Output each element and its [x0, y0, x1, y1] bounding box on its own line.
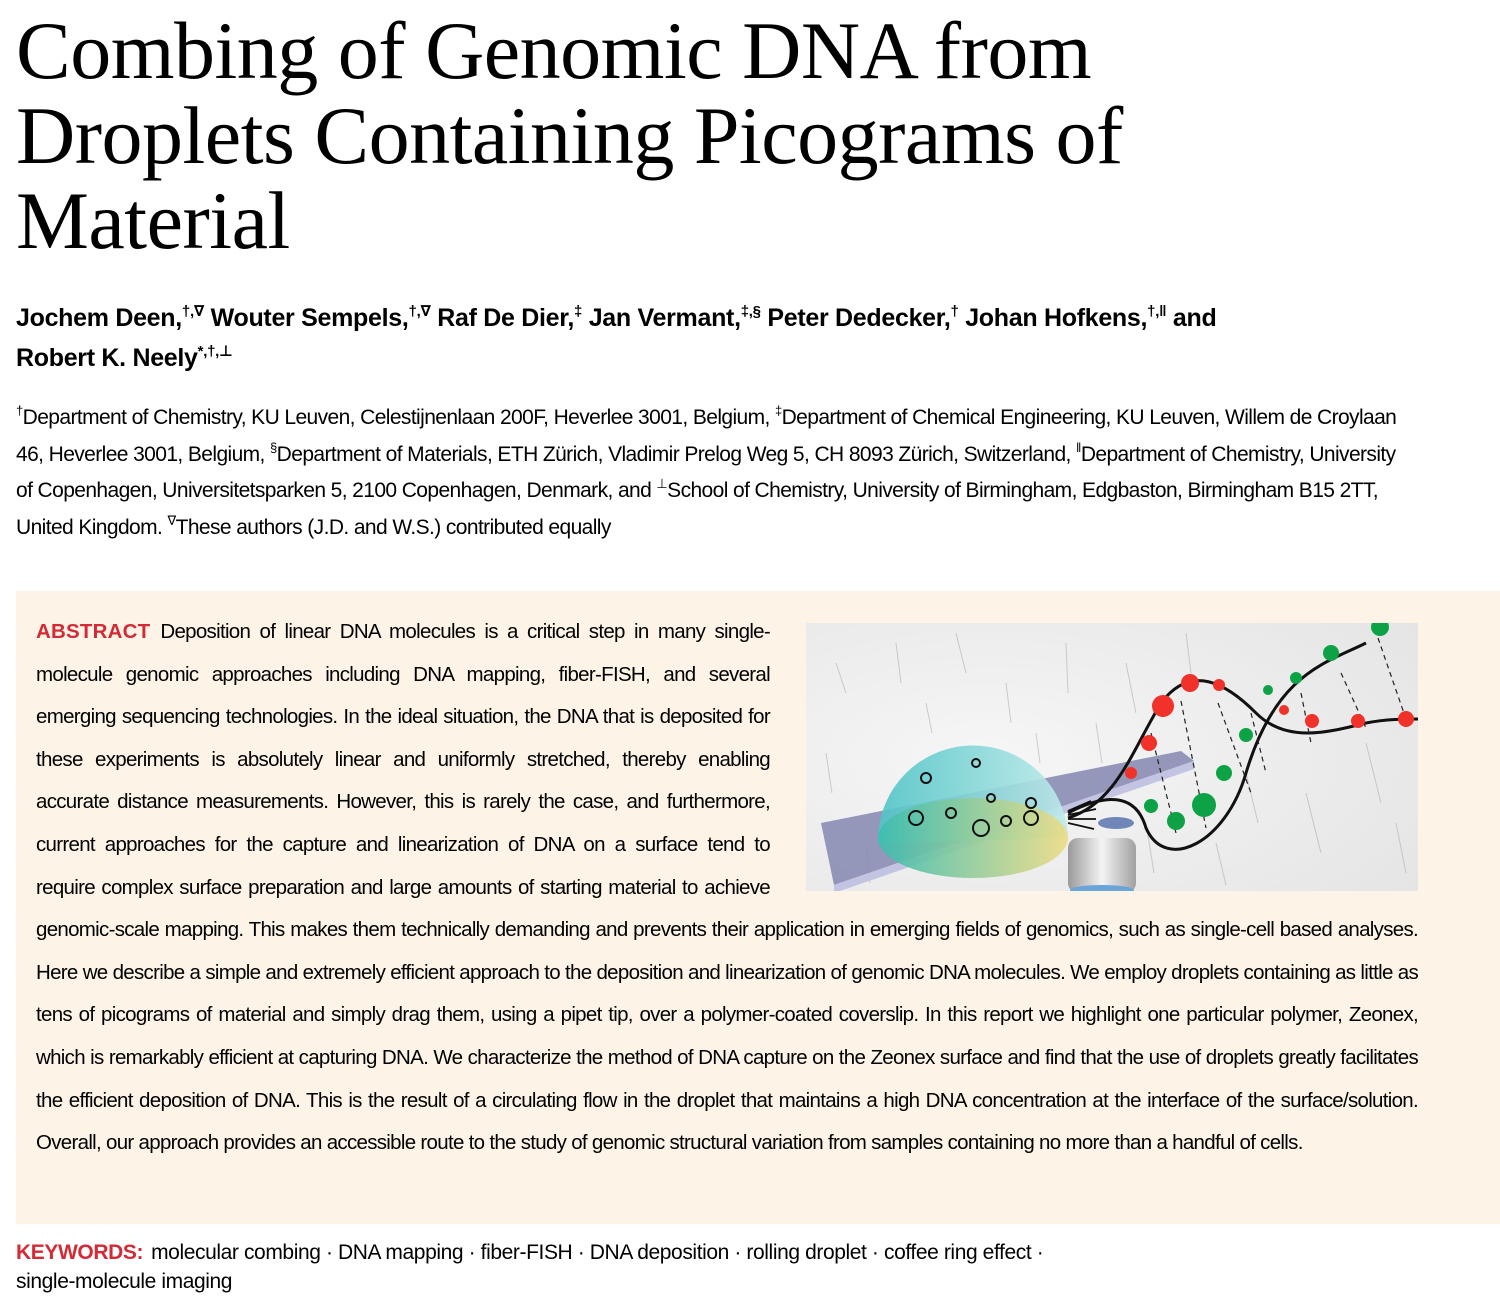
- toc-graphic: [806, 623, 1418, 891]
- author: Peter Dedecker,†: [767, 303, 959, 332]
- equal-contribution-note: ∇These authors (J.D. and W.S.) contributed equally: [167, 512, 611, 539]
- author-list: [16, 298, 1456, 378]
- affiliation: §Department of Materials, ETH Zürich, Vladimir Prelog Weg 5, CH 8093 Zürich, Switzerland,: [270, 439, 1077, 466]
- affiliations: [16, 400, 1416, 546]
- author: Raf De Dier,‡: [437, 303, 583, 332]
- keyword: DNA deposition: [589, 1241, 729, 1264]
- author: Jochem Deen,†,∇: [16, 303, 204, 332]
- keyword: DNA mapping: [338, 1241, 464, 1264]
- keyword: fiber-FISH: [480, 1241, 573, 1264]
- paper-title: Combing of Genomic DNA from Droplets Containing Picograms of Material: [16, 5, 1123, 266]
- keyword: molecular combing: [151, 1241, 321, 1264]
- keywords: KEYWORDS: molecular combing · DNA mapping · fiber-FISH · DNA deposition · rolling droplet · coffee ring effect · single-molecule imaging: [16, 1241, 1044, 1293]
- author: Wouter Sempels,†,∇: [210, 303, 431, 332]
- abstract-label: ABSTRACT: [36, 620, 151, 643]
- affiliation: ‡Department of Chemical Engineering, KU Leuven, Willem de Croylaan 46, Heverlee 3001, Belgium,: [16, 403, 1397, 466]
- affiliation: ‖Department of Chemistry, University of Copenhagen, Universitetsparken 5, 2100 Copenhagen, Denmark, and: [16, 439, 1396, 502]
- keyword: coffee ring effect: [883, 1241, 1032, 1264]
- keyword: rolling droplet: [746, 1241, 867, 1264]
- keyword: single-molecule imaging: [16, 1270, 233, 1293]
- affiliation: †Department of Chemistry, KU Leuven, Celestijnenlaan 200F, Heverlee 3001, Belgium,: [16, 403, 775, 429]
- affiliation: ⊥School of Chemistry, University of Birmingham, Edgbaston, Birmingham B15 2TT, United Kingdom.: [16, 476, 1379, 539]
- author: Johan Hofkens,†,‖ and: [965, 303, 1217, 332]
- abstract-body: Deposition of linear DNA molecules is a critical step in many single-molecule genomic approaches including DNA mapping, fiber-FISH, and several emerging sequencing technologies. In the ideal situation, the DNA that is deposited for these experiments is absolutely linear and uniformly stretched, thereby enabling accurate distance measurements. However, this is rarely the case, and furthermore, current approaches for the capture and linearization of DNA on a surface tend to require complex surface preparation and large amounts of starting material to achieve genomic-scale mapping. This makes them technically demanding and prevents their application in emerging fields of genomics, such as single-cell based analyses. Here we describe a simple and extremely efficient approach to the deposition and linearization of genomic DNA molecules. We employ droplets containing as little as tens of picograms of material and simply drag them, using a pipet tip, over a polymer-coated coverslip. In this report we highlight one particular polymer, Zeonex, which is remarkably efficient at capturing DNA. We characterize the method of DNA capture on the Zeonex surface and find that the use of droplets greatly facilitates the efficient deposition of DNA. This is the result of a circulating flow in the droplet that maintains a high DNA concentration at the interface of the surface/solution. Overall, our approach provides an accessible route to the study of genomic structural variation from samples containing no more than a handful of cells.: [36, 620, 1418, 1155]
- author-corresponding: Robert K. Neely*,†,⊥: [16, 343, 233, 372]
- abstract: [36, 611, 1418, 1165]
- keywords-label: KEYWORDS:: [16, 1241, 144, 1264]
- dna-droplet-illustration: [806, 623, 1418, 891]
- author: Jan Vermant,‡,§: [588, 303, 761, 332]
- abstract-box: [16, 591, 1500, 1224]
